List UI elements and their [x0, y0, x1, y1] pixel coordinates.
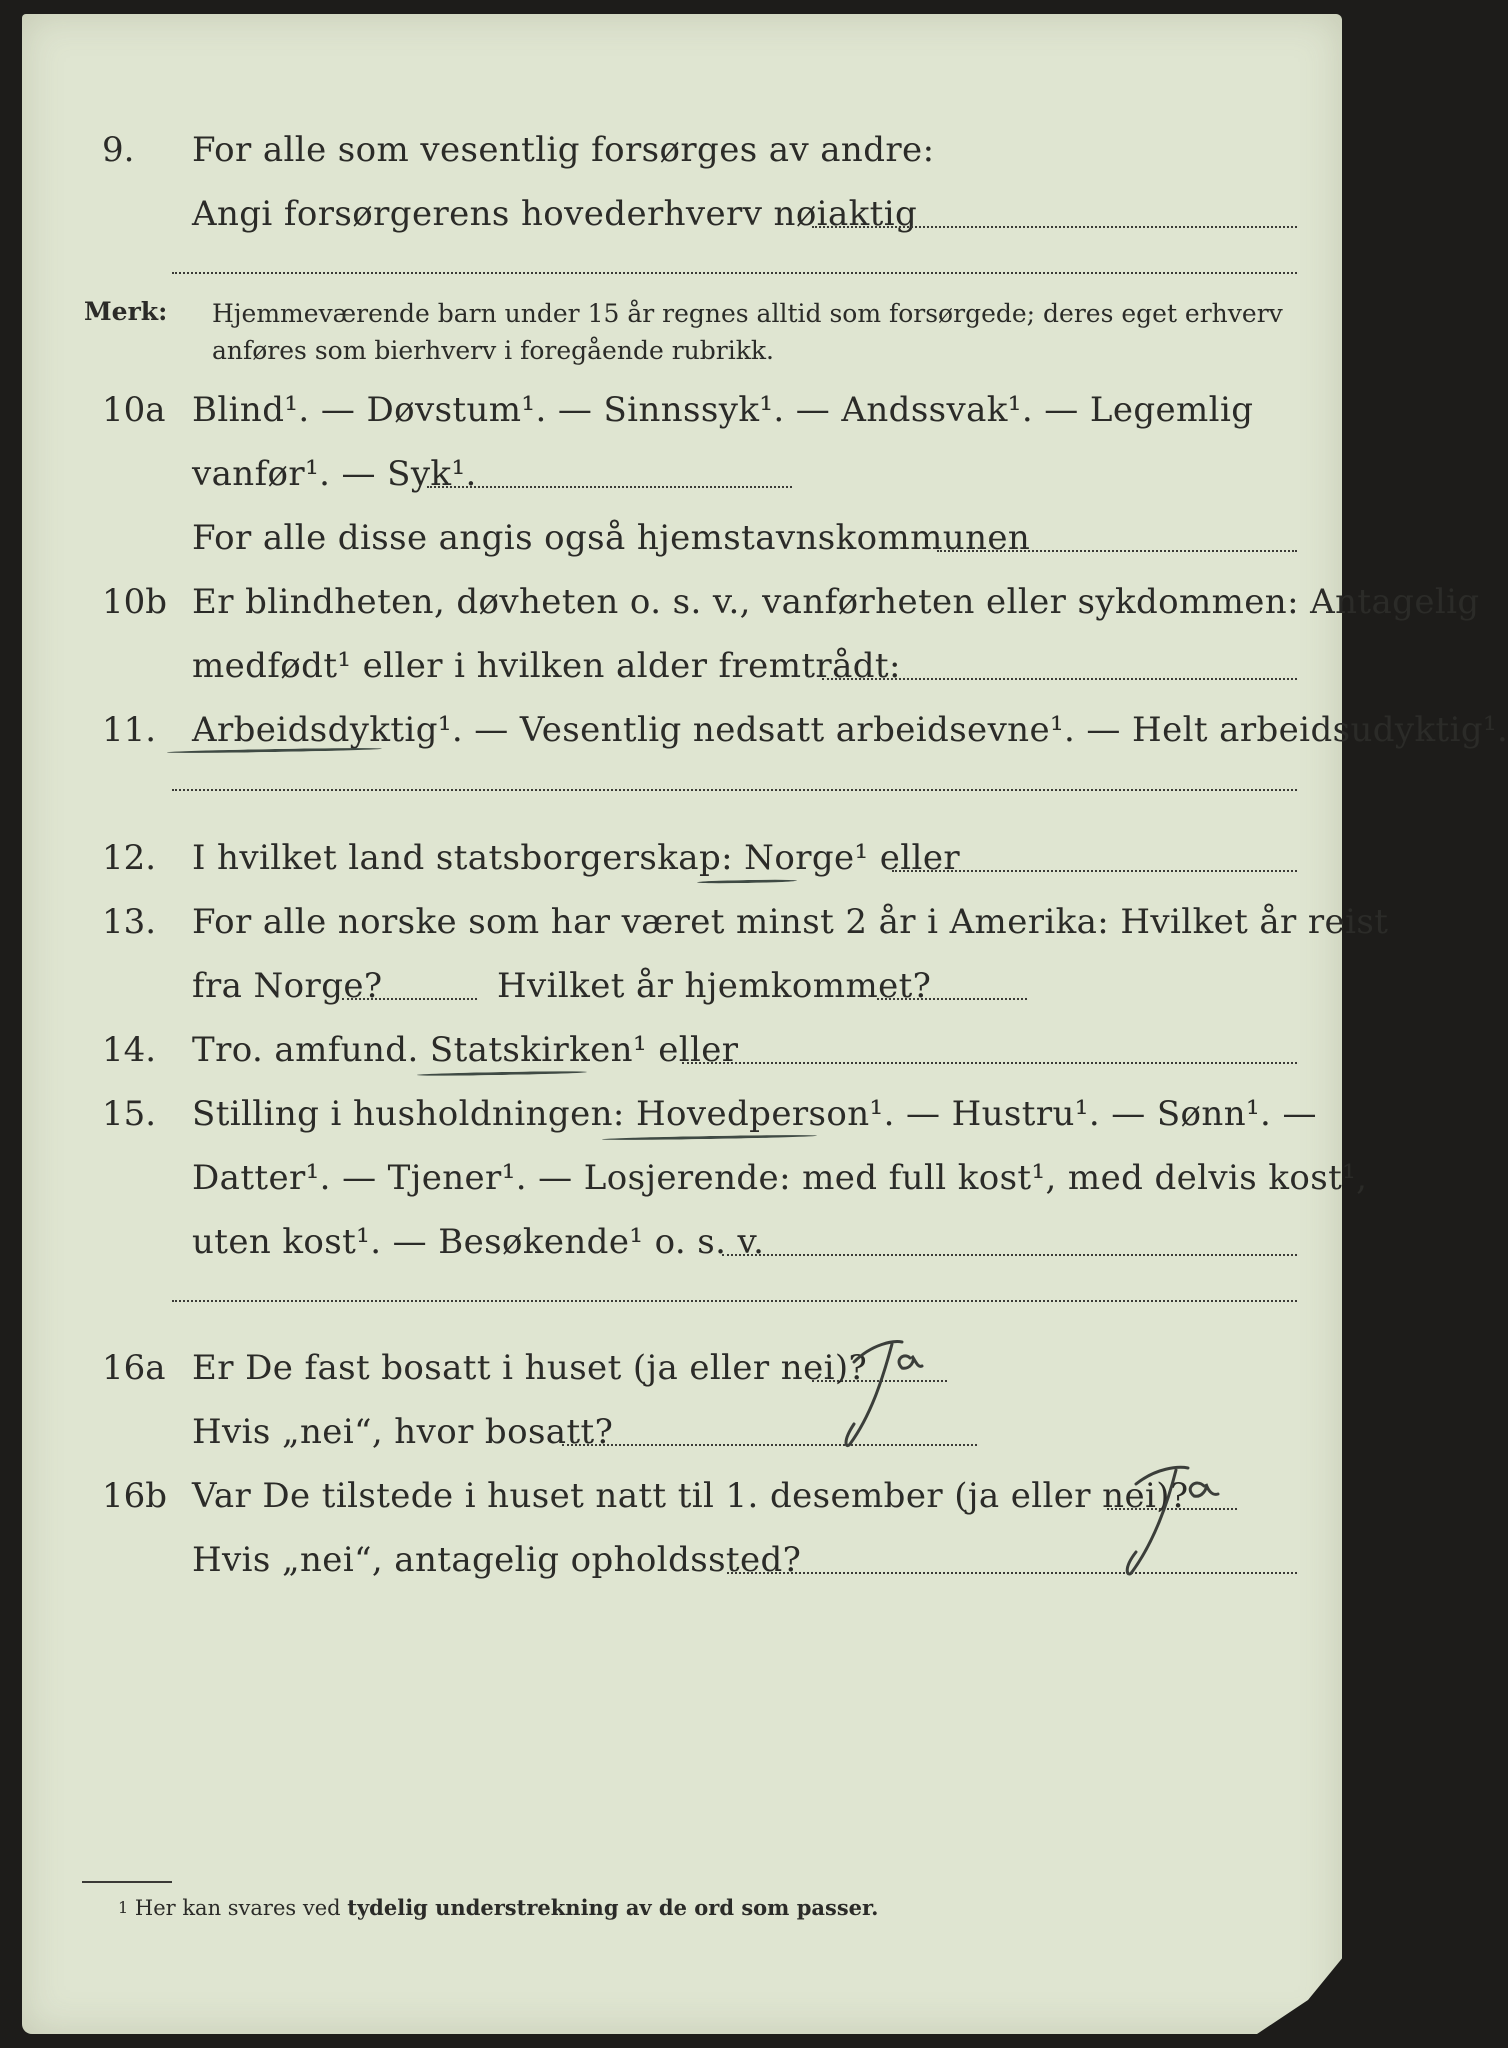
q10a-syk-line — [427, 486, 792, 488]
q16a-number: 16a — [102, 1348, 166, 1388]
q13-reist-line — [342, 998, 477, 1000]
q12-row — [22, 830, 1342, 890]
q10b-row2 — [22, 638, 1342, 698]
q16a-handwritten-ja — [832, 1314, 972, 1454]
q13-number: 13. — [102, 902, 157, 942]
footnote-mark: 1 — [118, 1898, 129, 1917]
q15-row3 — [22, 1214, 1342, 1274]
q9-line1: For alle som vesentlig forsørges av andre: — [192, 130, 935, 170]
q10a-answer-line — [937, 550, 1297, 552]
q16b-line2: Hvis „nei“, antagelig opholdssted? — [192, 1540, 802, 1580]
q14-line1: Tro. amfund. Statskirken¹ eller — [192, 1030, 739, 1070]
merk-line2: anføres som bierhverv i foregående rubrikk. — [212, 336, 774, 365]
q14-row — [22, 1022, 1342, 1082]
q10a-line3: For alle disse angis også hjemstavnskommunen — [192, 518, 1031, 558]
q9-extra-line — [172, 272, 1297, 274]
q12-line1: I hvilket land statsborgerskap: Norge¹ eller — [192, 838, 961, 878]
merk-line1: Hjemmeværende barn under 15 år regnes alltid som forsørgede; deres eget erhverv — [212, 299, 1283, 328]
footnote-text: Her kan svares ved — [134, 1896, 348, 1920]
q10b-line1: Er blindheten, døvheten o. s. v., vanførheten eller sykdommen: Antagelig — [192, 582, 1480, 622]
q13-hjemkommet-line — [877, 998, 1027, 1000]
q13-line2a: fra Norge? — [192, 966, 383, 1006]
q10b-row — [22, 574, 1480, 634]
q16b-handwritten-ja — [1102, 1444, 1252, 1584]
q9-answer-line — [812, 226, 1297, 228]
q10a-row — [22, 382, 1342, 442]
footnote — [118, 1895, 878, 1920]
q14-answer-line — [682, 1062, 1297, 1064]
census-form-page — [22, 14, 1508, 2034]
q11-row — [22, 702, 1508, 762]
q11-number: 11. — [102, 710, 157, 750]
q9-row2 — [22, 186, 1342, 246]
q16b-number: 16b — [102, 1476, 168, 1516]
q13-line1: For alle norske som har været minst 2 år i Amerika: Hvilket år reist — [192, 902, 1389, 942]
q10b-line2: medfødt¹ eller i hvilken alder fremtrådt: — [192, 646, 901, 686]
q10b-number: 10b — [102, 582, 168, 622]
q9-number: 9. — [102, 130, 135, 170]
q10a-line2: vanfør¹. — Syk¹. — [192, 454, 477, 494]
q12-number: 12. — [102, 838, 157, 878]
q13-row2 — [22, 958, 1342, 1018]
q16a-line2: Hvis „nei“, hvor bosatt? — [192, 1412, 614, 1452]
q12-answer-line — [892, 870, 1297, 872]
q16b-line1: Var De tilstede i huset natt til 1. desember (ja eller nei)? — [192, 1476, 1189, 1516]
q13-line2b: Hvilket år hjemkommet? — [497, 966, 932, 1006]
q15-row2 — [22, 1150, 1368, 1210]
q14-number: 14. — [102, 1030, 157, 1070]
q10a-row3 — [22, 510, 1342, 570]
q9-line2: Angi forsørgerens hovederhverv nøiaktig — [192, 194, 918, 234]
q15-extra-line — [172, 1300, 1297, 1302]
footnote-bold-text: tydelig understrekning av de ord som passer. — [347, 1895, 879, 1920]
q15-answer-line — [722, 1254, 1297, 1256]
torn-corner — [1254, 1956, 1344, 2036]
q11-line1: Arbeidsdyktig¹. — Vesentlig nedsatt arbeidsevne¹. — Helt arbeidsudyktig¹. — [192, 710, 1508, 750]
q10a-number: 10a — [102, 390, 166, 430]
q9-row — [22, 122, 1342, 182]
q13-row — [22, 894, 1389, 954]
q10a-row2 — [22, 446, 1342, 506]
footnote-rule — [82, 1881, 172, 1883]
q15-line2: Datter¹. — Tjener¹. — Losjerende: med full kost¹, med delvis kost¹, — [192, 1158, 1368, 1198]
merk-label: Merk: — [84, 297, 168, 326]
q15-line1: Stilling i husholdningen: Hovedperson¹. — Hustru¹. — Sønn¹. — — [192, 1094, 1317, 1134]
q15-number: 15. — [102, 1094, 157, 1134]
q10a-line1: Blind¹. — Døvstum¹. — Sinnssyk¹. — Andssvak¹. — Legemlig — [192, 390, 1254, 430]
q10b-answer-line — [822, 678, 1297, 680]
q11-extra-line — [172, 789, 1297, 791]
q16a-row — [22, 1340, 1342, 1400]
q16a-line1: Er De fast bosatt i huset (ja eller nei)? — [192, 1348, 868, 1388]
q15-line3: uten kost¹. — Besøkende¹ o. s. v. — [192, 1222, 765, 1262]
